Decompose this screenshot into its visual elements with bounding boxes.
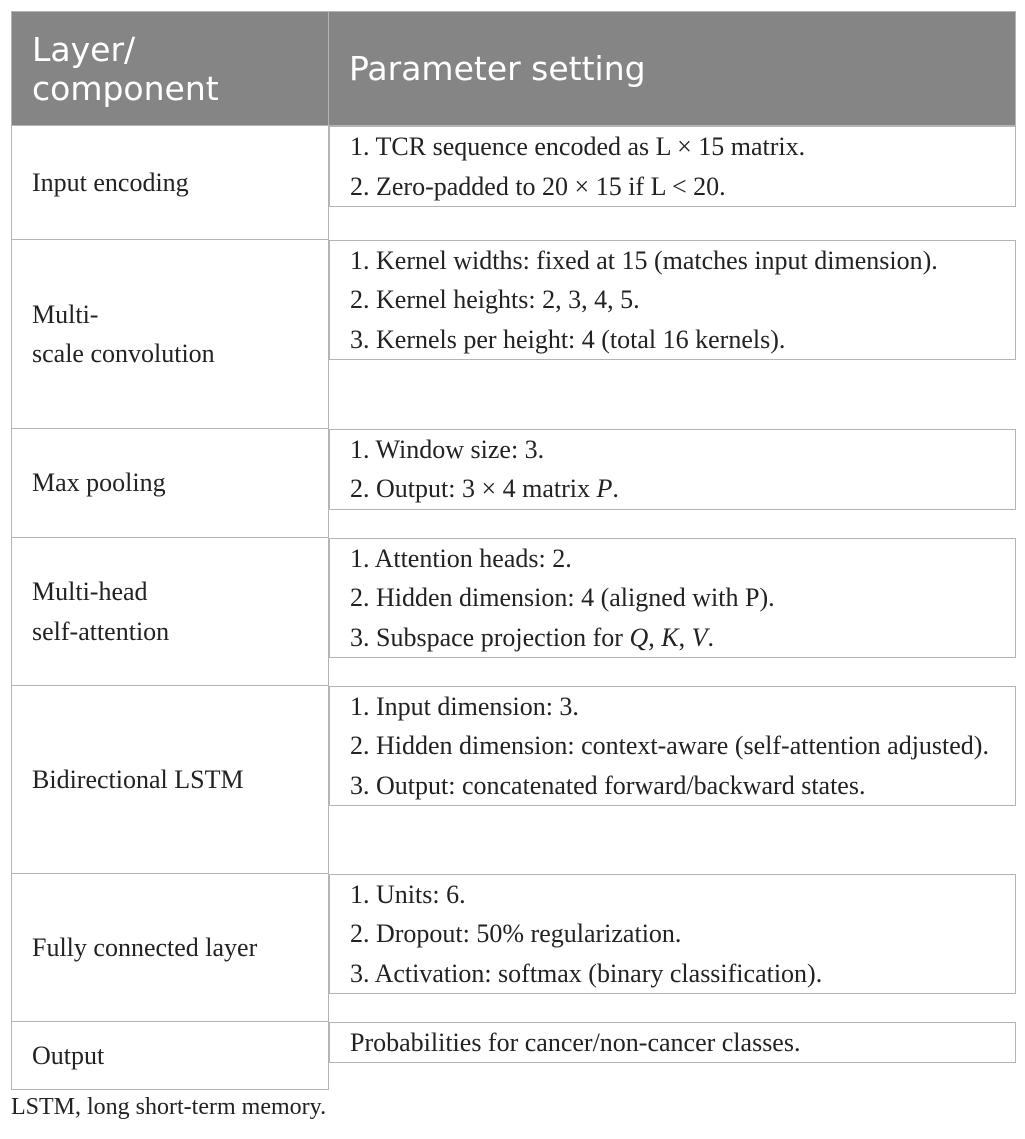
header-row xyxy=(12,12,1016,126)
parameter-line: 2. Output: 3 × 4 matrix P. xyxy=(350,474,619,503)
text-line: Multi- xyxy=(32,299,99,329)
parameter-line: 2. Kernel heights: 2, 3, 4, 5. xyxy=(350,285,640,314)
layer-name-cell xyxy=(12,240,329,429)
parameter-line: 1. TCR sequence encoded as L × 15 matrix. xyxy=(350,132,806,161)
table-footnote: LSTM, long short-term memory. xyxy=(11,1094,327,1120)
text-line: Multi-head xyxy=(32,577,148,606)
parameter-cell xyxy=(329,126,1016,207)
layer-name-cell xyxy=(12,429,329,538)
parameter-line: 2. Hidden dimension: 4 (aligned with P). xyxy=(350,583,775,612)
parameter-line: 3. Subspace projection for Q, K, V. xyxy=(350,622,714,652)
layer-name: Fully connected layer xyxy=(32,932,258,962)
parameter-line: 3. Output: concatenated forward/backward states. xyxy=(350,770,866,800)
parameter-line: 3. Activation: softmax (binary classification). xyxy=(350,958,823,988)
parameter-line: 2. Zero-padded to 20 × 15 if L < 20. xyxy=(350,171,726,201)
table-row xyxy=(12,126,1016,240)
layer-name-cell xyxy=(12,686,329,874)
layer-name-cell xyxy=(12,126,329,240)
layer-name: Max pooling xyxy=(32,468,166,498)
parameter-line: 1. Attention heads: 2. xyxy=(350,543,572,573)
header-parameter-setting-label: Parameter setting xyxy=(349,49,646,88)
parameter-line: 2. Dropout: 50% regularization. xyxy=(350,919,682,948)
parameter-cell xyxy=(329,538,1016,659)
parameter-cell xyxy=(329,429,1016,510)
layer-name-cell xyxy=(12,874,329,1022)
layer-name-cell xyxy=(12,538,329,686)
parameter-line: Probabilities for cancer/non-cancer classes. xyxy=(350,1027,801,1057)
table-row xyxy=(12,874,1016,1022)
table-header xyxy=(12,12,1016,126)
layer-name xyxy=(32,572,308,651)
parameter-line: 1. Kernel widths: fixed at 15 (matches input dimension). xyxy=(350,245,938,275)
table-row xyxy=(12,429,1016,538)
text-line: component xyxy=(32,68,219,108)
header-layer-component-label xyxy=(32,30,308,108)
table-row xyxy=(12,1022,1016,1090)
parameter-line: 2. Hidden dimension: context-aware (self-attention adjusted). xyxy=(350,731,989,760)
table-body xyxy=(12,126,1016,1090)
parameter-line: 1. Units: 6. xyxy=(350,879,466,909)
parameter-cell xyxy=(329,240,1016,361)
header-parameter-setting xyxy=(329,12,1016,126)
parameter-cell xyxy=(329,1022,1016,1064)
layer-name xyxy=(32,295,308,374)
layer-name: Output xyxy=(32,1040,105,1070)
layer-name-cell xyxy=(12,1022,329,1090)
table-row xyxy=(12,538,1016,686)
parameter-line: 3. Kernels per height: 4 (total 16 kernels). xyxy=(350,324,786,354)
parameter-cell xyxy=(329,874,1016,995)
layer-name: Input encoding xyxy=(32,167,189,197)
table-row xyxy=(12,240,1016,429)
table-row xyxy=(12,686,1016,874)
parameter-line: 1. Window size: 3. xyxy=(350,434,545,464)
text-line: Layer/ xyxy=(32,29,136,69)
layer-name: Bidirectional LSTM xyxy=(32,764,244,794)
header-layer-component xyxy=(12,12,329,126)
parameter-cell xyxy=(329,686,1016,807)
text-line: self-attention xyxy=(32,616,170,646)
text-line: scale convolution xyxy=(32,339,215,368)
parameter-table xyxy=(11,11,1016,1090)
parameter-line: 1. Input dimension: 3. xyxy=(350,691,579,721)
